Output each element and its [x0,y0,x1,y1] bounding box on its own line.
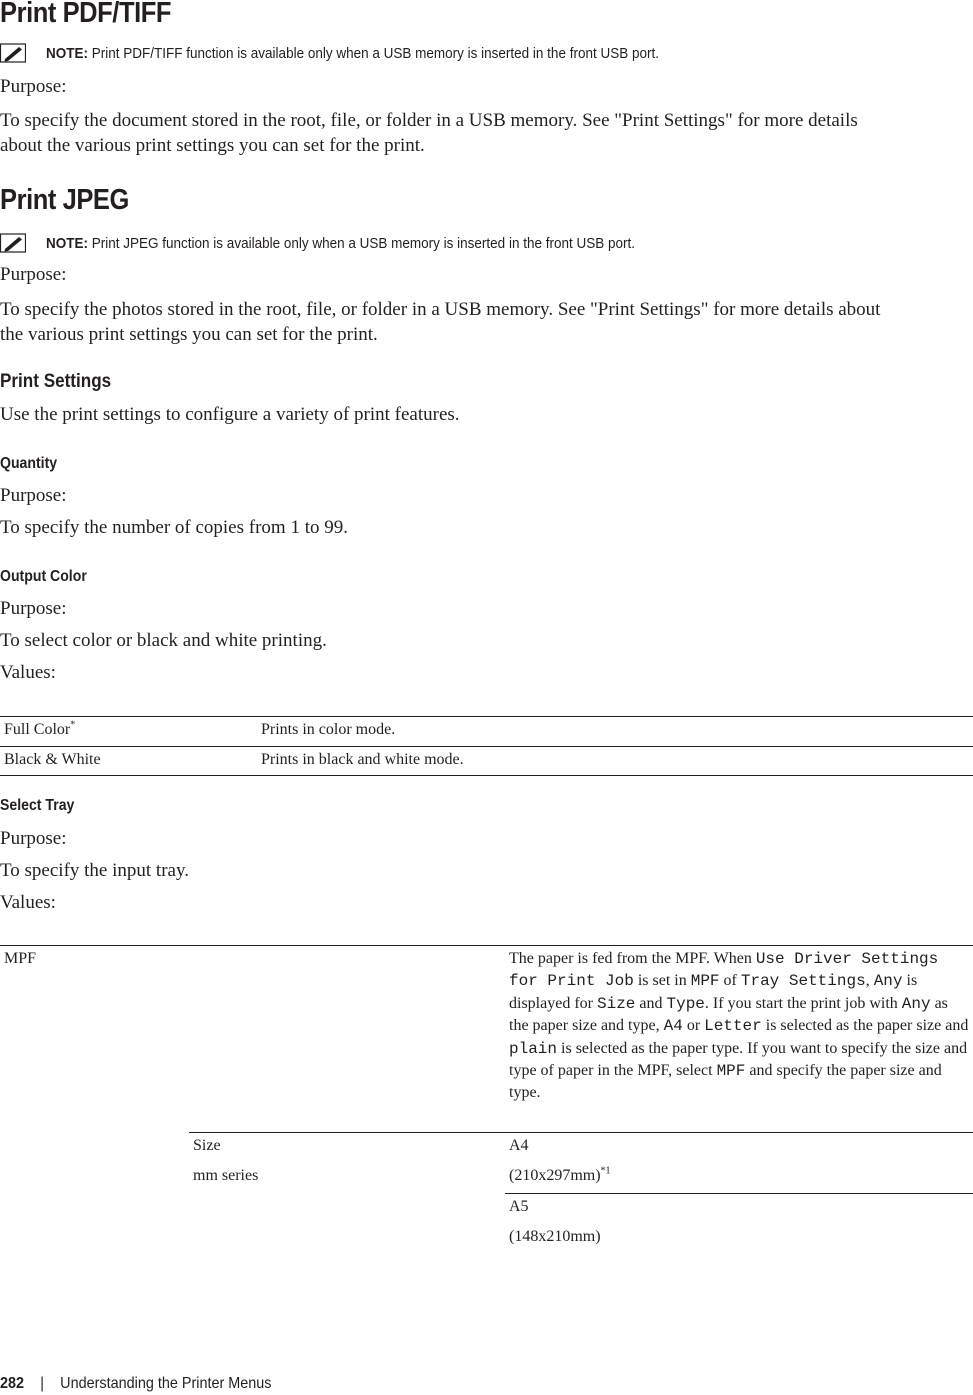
table-rule [0,746,973,747]
size-a4-dims: $(210x297mm)^{*1}$ [509,1165,611,1184]
table-rule [0,775,973,776]
table-rule [189,1132,973,1133]
quantity-text: To specify the number of copies from 1 to 99. [0,517,348,538]
value-black-white-desc: Prints in black and white mode. [261,751,464,768]
size-a5-dims: (148x210mm) [509,1228,601,1245]
heading-print-pdf-tiff: Print PDF/TIFF [0,0,172,29]
output-color-text: To select color or black and white printing. [0,630,327,651]
note-pdf-tiff: NOTE: Print PDF/TIFF function is available only when a USB memory is inserted in the front USB port. [46,45,659,62]
values-label: Values: [0,892,56,913]
note-jpeg: NOTE: Print JPEG function is available only when a USB memory is inserted in the front USB port. [46,235,636,252]
purpose-label: Purpose: [0,76,67,97]
print-settings-text: Use the print settings to configure a variety of print features. [0,404,460,425]
heading-quantity: Quantity [0,455,58,472]
heading-select-tray: Select Tray [0,797,75,814]
table-rule [0,945,973,946]
size-a4: A4 [509,1137,529,1154]
page-footer [0,1375,271,1393]
select-tray-text: To specify the input tray. [0,860,189,881]
note-pencil-icon [0,233,26,253]
table-rule [0,716,973,717]
table-rule [505,1193,973,1194]
purpose-label: Purpose: [0,264,67,285]
purpose-text-jpeg: To specify the photos stored in the root, file, or folder in a USB memory. See "Print Settings" for more details about the various print settings you can set for the print. [0,299,881,345]
mm-series-label: mm series [193,1167,259,1184]
note-pencil-icon [0,43,26,63]
values-label: Values: [0,662,56,683]
footer-chapter: Understanding the Printer Menus [60,1375,272,1392]
footer-separator: | [40,1375,44,1392]
purpose-label: Purpose: [0,485,67,506]
value-black-white: Black & White [4,751,101,768]
page-number: 282 [0,1375,25,1392]
heading-print-settings: Print Settings [0,371,112,392]
heading-output-color: Output Color [0,568,87,585]
value-full-color: Full Color* [4,719,76,738]
purpose-label: Purpose: [0,598,67,619]
size-a5: A5 [509,1198,529,1215]
purpose-label: Purpose: [0,828,67,849]
value-full-color-desc: Prints in color mode. [261,721,396,738]
mpf-description: The paper is fed from the MPF. When Use Driver Settings for Print Job is set in MPF of Tray Settings, Any is displayed for Size and Type. If you start the print job with Any as the paper size and type, A4 or Letter is selected as the paper size and plain is selected as the paper type. If you want to specify the size and type of paper in the MPF, select MPF and specify the paper size and type. [509,950,969,1102]
purpose-text-pdf-tiff: To specify the document stored in the root, file, or folder in a USB memory. See "Print Settings" for more details about the various print settings you can set for the print. [0,110,858,156]
value-mpf: MPF [4,950,37,967]
size-label: Size [193,1137,221,1154]
heading-print-jpeg: Print JPEG [0,184,129,216]
